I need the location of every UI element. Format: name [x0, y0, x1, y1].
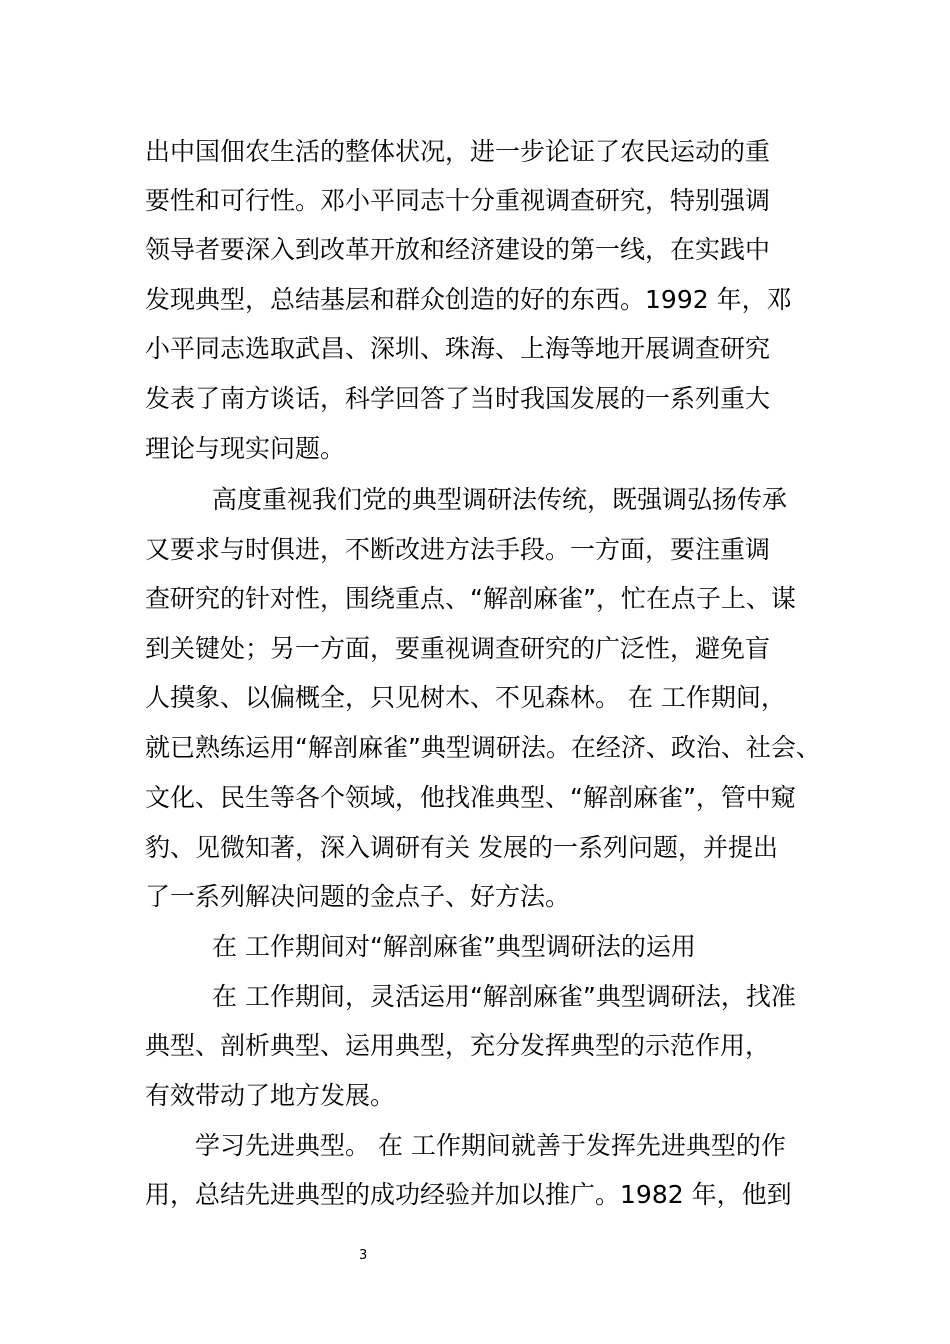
- text-line: 小平同志选取武昌、深圳、珠海、上海等地开展调查研究: [145, 334, 771, 363]
- text-line: 学习先进典型。 在 工作期间就善于发挥先进典型的作: [195, 1131, 786, 1160]
- page-number: 3: [359, 1248, 368, 1263]
- text-line: 发现典型，总结基层和群众创造的好的东西。1992 年，邓: [145, 285, 792, 314]
- text-line: 用，总结先进典型的成功经验并加以推广。1982 年，他到: [145, 1180, 792, 1209]
- text-line: 领导者要深入到改革开放和经济建设的第一线，在实践中: [145, 235, 771, 264]
- text-line: 高度重视我们党的典型调研法传统，既强调弘扬传承: [212, 485, 788, 514]
- text-line: 理论与现实问题。: [145, 434, 346, 463]
- text-line: 有效带动了地方发展。: [145, 1081, 396, 1110]
- text-line: 发表了南方谈话，科学回答了当时我国发展的一系列重大: [145, 384, 771, 413]
- text-line: 典型、剖析典型、运用典型，充分发挥典型的示范作用，: [145, 1031, 771, 1060]
- text-line: 豹、见微知著，深入调研有关 发展的一系列问题，并提出: [145, 833, 778, 862]
- section-heading: 在 工作期间对“解剖麻雀”典型调研法的运用: [212, 932, 696, 961]
- text-line: 文化、民生等各个领域，他找准典型、“解剖麻雀”，管中窥: [145, 783, 796, 812]
- text-line: 查研究的针对性，围绕重点、“解剖麻雀”，忙在点子上、谋: [145, 584, 796, 613]
- text-line: 人摸象、以偏概全，只见树木、不见森林。 在 工作期间，: [145, 683, 786, 712]
- text-line: 就已熟练运用“解剖麻雀”典型调研法。在经济、政治、社会、: [145, 733, 821, 762]
- text-line: 出中国佃农生活的整体状况，进一步论证了农民运动的重: [145, 137, 771, 166]
- text-line: 又要求与时俱进，不断改进方法手段。一方面，要注重调: [145, 535, 771, 564]
- text-line: 在 工作期间，灵活运用“解剖麻雀”典型调研法，找准: [212, 982, 796, 1011]
- text-line: 到关键处；另一方面，要重视调查研究的广泛性，避免盲: [145, 634, 771, 663]
- text-line: 要性和可行性。邓小平同志十分重视调查研究，特别强调: [145, 186, 771, 215]
- text-line: 了一系列解决问题的金点子、好方法。: [145, 882, 571, 911]
